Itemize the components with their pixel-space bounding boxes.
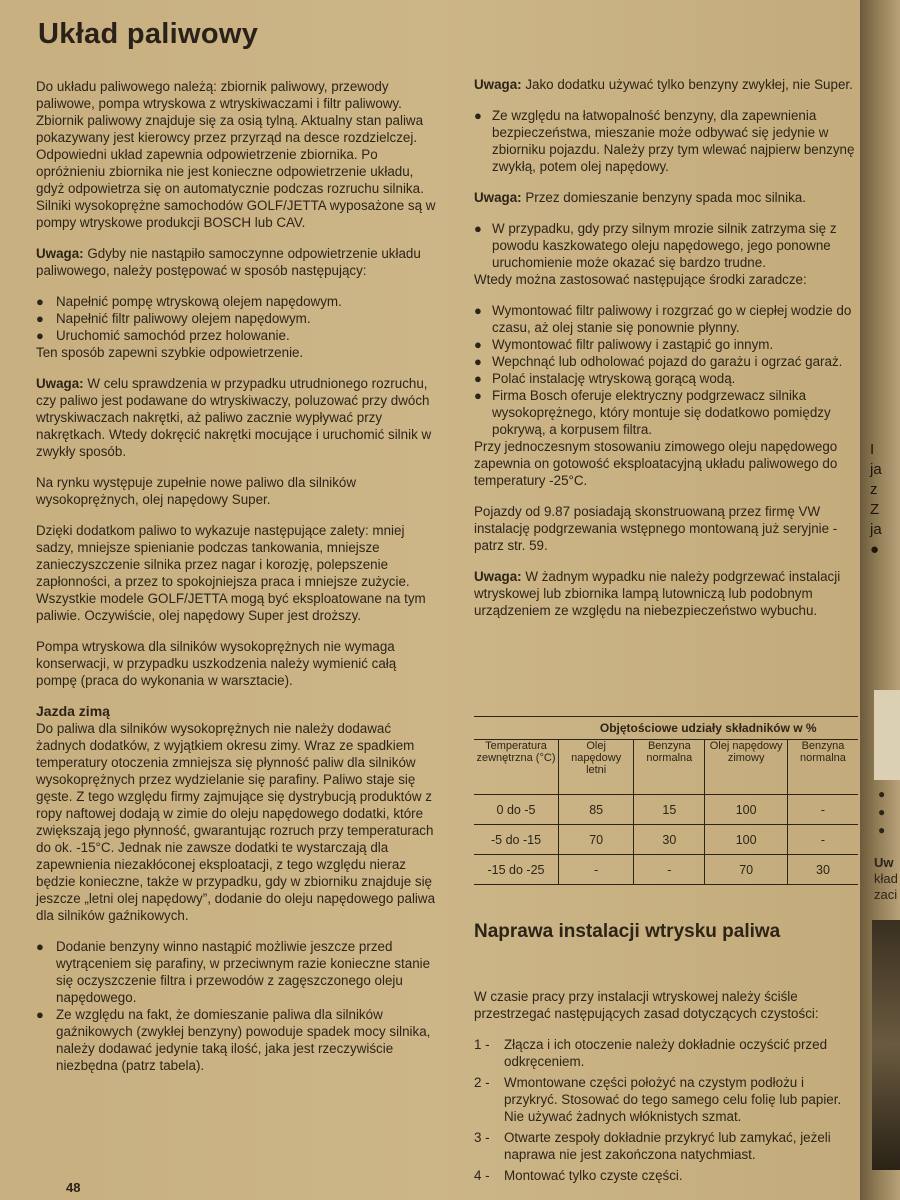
- adjacent-bullets: [878, 785, 885, 839]
- adjacent-text-line: ●: [878, 805, 886, 819]
- col-header: Benzyna normalna: [787, 740, 858, 795]
- table-row: [474, 825, 858, 855]
- step-number: 3 -: [474, 1130, 490, 1145]
- step-number: 1 -: [474, 1037, 490, 1052]
- note-label: Uwaga:: [36, 246, 84, 261]
- list-item: [474, 1167, 850, 1184]
- adjacent-text-line: ●: [870, 541, 880, 558]
- adjacent-text-line: kład: [874, 871, 898, 886]
- table-cell: 70: [559, 825, 634, 855]
- repair-section: [474, 988, 850, 1188]
- list-item: [474, 1036, 850, 1070]
- repair-steps-list: [474, 1036, 850, 1184]
- left-column: [36, 78, 436, 1074]
- note-check-supply: [36, 375, 436, 460]
- adjacent-text: [870, 440, 900, 560]
- repair-intro: W czasie pracy przy instalacji wtryskowej należy ściśle przestrzegać następujących zasad dotyczących czystości:: [474, 989, 819, 1021]
- step-text: Montować tylko czyste części.: [504, 1168, 683, 1183]
- winter-bullets: [36, 938, 436, 1074]
- benefits-paragraph: Dzięki dodatkom paliwo to wykazuje następujące zalety: mniej sadzy, mniejsze spienianie podczas tankowania, mniejsze zanieczyszczenie silnika przez nagar i korozję, polepszenie zapłonności, a przez to spokojniejsza praca i mniejsze zużycie. Wszystkie modele GOLF/JETTA mogą być eksploatowane na tym paliwie. Oczywiście, olej napędowy Super jest droższy.: [36, 523, 426, 623]
- list-item: ● Polać instalację wtryskową gorącą wodą.: [474, 370, 862, 387]
- adjacent-page-edge: [860, 0, 900, 1200]
- col-header: Olej napędowy zimowy: [705, 740, 788, 795]
- list-item: ● Firma Bosch oferuje elektryczny podgrzewacz silnika wysokoprężnego, który montuje się dodatkowo pomiędzy pokrywą, a korpusem filtra.: [474, 387, 862, 438]
- note-label: Uwaga:: [474, 77, 522, 92]
- table-cell: 30: [634, 825, 705, 855]
- adjacent-note: [874, 855, 898, 903]
- winter-paragraph: Do paliwa dla silników wysokoprężnych nie należy dodawać żadnych dodatków, z wyjątkiem okresu zimy. Wraz ze spadkiem temperatury otoczenia zmniejsza się płynność paliw dla silników wysokoprężnych przez wydzielanie się parafiny. Paliwo staje się gęste. Z tego względu firmy zajmujące się dystrybucją produktów z ropy naftowej dodają w zimie do oleju napędowego dodatki, które zwiększają jego płynność, gwarantując rozruch przy temperaturach do ok. -15°C. Jednak nie zawsze dodatki te wystarczają dla zapewnienia niezakłóconej eksploatacji, z tego względu nieraz będzie konieczne, także w przypadku, gdy w zbiorniku znajduje się jeszcze „letni olej napędowy”, dodanie do oleju napędowego paliwa dla silników gaźnikowych.: [36, 721, 436, 923]
- col-header: Benzyna normalna: [634, 740, 705, 795]
- table-cell: 0 do -5: [474, 795, 559, 825]
- bleeding-steps-list: [36, 293, 436, 344]
- table-cell: 15: [634, 795, 705, 825]
- step-text: Złącza i ich otoczenie należy dokładnie oczyścić przed odkręceniem.: [504, 1037, 828, 1069]
- note-label: Uwaga:: [474, 190, 522, 205]
- list-item: ● Ze względu na łatwopalność benzyny, dla zapewnienia bezpieczeństwa, mieszanie może odbywać się jedynie w zbiorniku pojazdu. Należy przy tym wlewać najpierw benzynę zwykłą, potem olej napędowy.: [474, 107, 862, 175]
- adjacent-text-line: ja: [870, 521, 882, 538]
- list-item: ● Wepchnąć lub odholować pojazd do garażu i ogrzać garaż.: [474, 353, 862, 370]
- table-cell: -5 do -15: [474, 825, 559, 855]
- note-no-blowtorch: [474, 568, 862, 619]
- table-cell: -: [559, 855, 634, 885]
- step-number: 4 -: [474, 1168, 490, 1183]
- winter-oil-paragraph: Przy jednoczesnym stosowaniu zimowego oleju napędowego zapewnia on gotowość eksploatacyjną układu paliwowego do temperatury -25°C.: [474, 439, 838, 488]
- adjacent-text-line: Z: [870, 501, 880, 518]
- list-item: ● Wymontować filtr paliwowy i zastąpić go innym.: [474, 336, 862, 353]
- note-gasoline-type: [474, 76, 862, 93]
- right-column: [474, 76, 862, 633]
- note-text: W żadnym wypadku nie należy podgrzewać instalacji wtryskowej lub zbiornika lampą lutowniczą lub podobnym urządzeniem ze względu na niebezpieczeństwo wybuchu.: [474, 569, 841, 618]
- table-cell: -: [787, 795, 858, 825]
- col-header-temperature: Temperatura zewnętrzna (°C): [474, 740, 559, 795]
- note-text: Gdyby nie nastąpiło samoczynne odpowietrzenie układu paliwowego, należy postępować w sposób następujący:: [36, 246, 421, 278]
- adjacent-text-line: ja: [870, 461, 882, 478]
- table-cell: 100: [705, 825, 788, 855]
- preheating-paragraph: Pojazdy od 9.87 posiadają skonstruowaną przez firmę VW instalację podgrzewania wstępnego montowaną już seryjnie - patrz str. 59.: [474, 504, 838, 553]
- step-number: 2 -: [474, 1075, 490, 1090]
- table-cell: -: [787, 825, 858, 855]
- list-item: ● W przypadku, gdy przy silnym mrozie silnik zatrzyma się z powodu kaszkowatego oleju napędowego, jego ponowne uruchomienie może okazać się bardzo trudne.: [474, 220, 862, 271]
- note-text: W celu sprawdzenia w przypadku utrudnionego rozruchu, czy paliwo jest podawane do wtryskiwaczy, poluzować przy dwóch wtryskiwaczach nakrętki, aż paliwo zacznie wypływać przy nakrętkach. Wtedy dokręcić nakrętki mocujące i uruchomić silnik w zwykły sposób.: [36, 376, 432, 459]
- adjacent-text-line: zaci: [874, 887, 898, 902]
- note-label: Uwaga:: [474, 569, 522, 584]
- list-item: [474, 1129, 850, 1163]
- list-item: ● Dodanie benzyny winno nastąpić możliwie jeszcze przed wytrąceniem się parafiny, w przeciwnym razie konieczne stanie się oczyszczenie filtra i przewodów z zagęszczonego oleju napędowego.: [36, 938, 436, 1006]
- table-super-header: Objętościowe udziały składników w %: [559, 717, 859, 740]
- step-text: Wmontowane części położyć na czystym podłożu i przykryć. Stosować do tego samego celu folię lub papier. Nie używać żadnych włóknistych szmat.: [504, 1075, 842, 1124]
- table-cell: -15 do -25: [474, 855, 559, 885]
- table-row: [474, 855, 858, 885]
- list-item: [474, 1074, 850, 1125]
- table-cell: 30: [787, 855, 858, 885]
- note-text: Przez domieszanie benzyny spada moc silnika.: [521, 190, 806, 205]
- adjacent-text-line: I: [870, 441, 875, 458]
- list-item: ● Napełnić filtr paliwowy olejem napędowym.: [36, 310, 436, 327]
- adjacent-text-line: ●: [878, 823, 886, 837]
- adjacent-figure: [874, 690, 900, 780]
- mixing-safety-list: [474, 107, 862, 175]
- adjacent-photo: [872, 920, 900, 1170]
- measures-intro: Wtedy można zastosować następujące środki zaradcze:: [474, 272, 807, 287]
- note-text: Jako dodatku używać tylko benzyny zwykłej, nie Super.: [521, 77, 853, 92]
- table-cell: 100: [705, 795, 788, 825]
- adjacent-text-line: z: [870, 481, 878, 498]
- table-row: [474, 795, 858, 825]
- table-cell: 85: [559, 795, 634, 825]
- intro-paragraph: Do układu paliwowego należą: zbiornik paliwowy, przewody paliwowe, pompa wtryskowa z wtryskiwaczami i filtr paliwowy. Zbiornik paliwowy znajduje się za osią tylną. Aktualny stan paliwa pokazywany jest kierowcy przez przyrząd na desce rozdzielczej. Odpowiedni układ zapewnia odpowietrzenie zbiornika. Po opróżnieniu zbiornika nie jest konieczne odpowietrzenie układu, gdyż odpowietrza się on automatycznie podczas rozruchu silnika. Silniki wysokoprężne samochodów GOLF/JETTA wyposażone są w pompy wtryskowe produkcji BOSCH lub CAV.: [36, 79, 436, 230]
- step-text: Otwarte zespoły dokładnie przykryć lub zamykać, jeżeli naprawa nie jest zakończona natychmiast.: [504, 1130, 831, 1162]
- frost-list: [474, 220, 862, 271]
- note-power-drop: [474, 189, 862, 206]
- note-bleeding: [36, 245, 436, 279]
- super-diesel-paragraph: Na rynku występuje zupełnie nowe paliwo dla silników wysokoprężnych, olej napędowy Super.: [36, 475, 357, 507]
- note-label: Uwaga:: [36, 376, 84, 391]
- adjacent-text-line: ●: [878, 787, 886, 801]
- table-cell: -: [634, 855, 705, 885]
- pump-paragraph: Pompa wtryskowa dla silników wysokoprężnych nie wymaga konserwacji, w przypadku uszkodzenia należy wymienić całą pompę (praca do wykonania w warsztacie).: [36, 639, 397, 688]
- mix-ratio-table: [474, 716, 858, 885]
- list-item: ● Ze względu na fakt, że domieszanie paliwa dla silników gaźnikowych (zwykłej benzyny) powoduje spadek mocy silnika, należy dodawać jedynie taką ilość, jaka jest rzeczywiście niezbędna (patrz tabela).: [36, 1006, 436, 1074]
- measures-list: [474, 302, 862, 438]
- page-title: Układ paliwowy: [38, 18, 259, 50]
- adjacent-text-line: Uw: [874, 855, 894, 870]
- table-cell: 70: [705, 855, 788, 885]
- winter-heading: Jazda zimą: [36, 703, 110, 719]
- col-header: Olej napędowy letni: [559, 740, 634, 795]
- table-corner: [474, 717, 559, 740]
- list-item: ● Wymontować filtr paliwowy i rozgrzać go w ciepłej wodzie do czasu, aż olej stanie się ponownie płynny.: [474, 302, 862, 336]
- list-item: ● Uruchomić samochód przez holowanie.: [36, 327, 436, 344]
- list-item: ● Napełnić pompę wtryskową olejem napędowym.: [36, 293, 436, 310]
- section-title: Naprawa instalacji wtrysku paliwa: [474, 921, 781, 942]
- bleeding-result: Ten sposób zapewni szybkie odpowietrzenie.: [36, 345, 304, 360]
- page-number: 48: [66, 1180, 81, 1195]
